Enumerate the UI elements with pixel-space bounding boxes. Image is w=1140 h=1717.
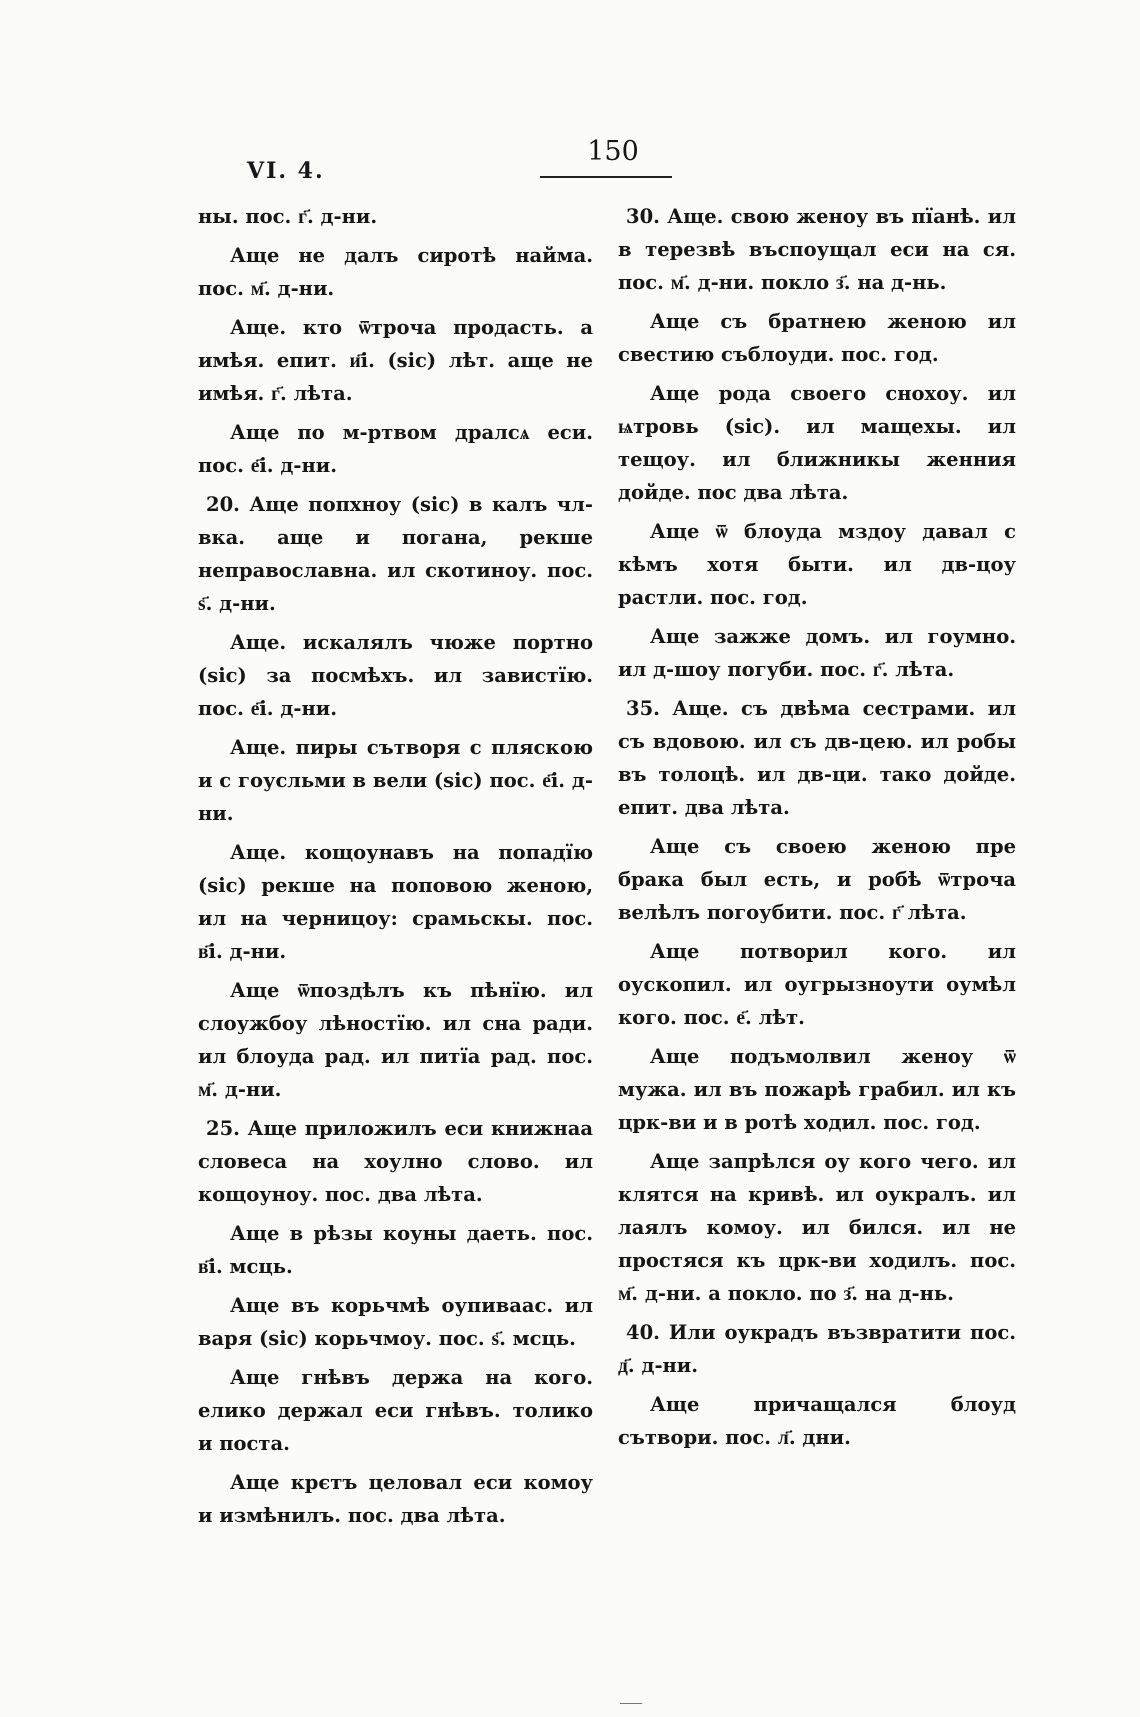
page-number: 150 — [587, 136, 639, 167]
paragraph: Аще зажже домъ. ил гоумно. ил д-шоу погуби. пос. г҃. лѣта. — [618, 625, 1016, 681]
paragraph: Аще въ корьчмѣ оупиваас. ил варя (sic) корьчмоу. пос. ѕ҃. мсць. — [198, 1294, 593, 1350]
paragraph: Аще съ братнею женою ил свестию съблоуди. пос. год. — [618, 310, 1016, 366]
paragraph: Аще причащался блоуд сътвори. пос. л҃. дни. — [618, 1393, 1016, 1449]
paragraph: Аще. пиры сътворя с плясκοю и с гоусльми в вели (sic) пос. е҃і. д-ни. — [198, 736, 593, 825]
paragraph: 40. Или оукрадъ възвратити пос. д҃. д-ни. — [618, 1321, 1016, 1377]
paragraph: ны. пос. г҃. д-ни. — [198, 205, 378, 228]
paragraph: Аще рода своего снохоу. ил ѩтровь (sic). ил мащехы. ил тещоу. ил ближникы женния дойде. пос два лѣта. — [618, 382, 1016, 504]
paragraph: Аще ѿ блоуда мздоу давал с кѣмъ хотя быти. ил дв-цоу растли. пос. год. — [618, 520, 1016, 609]
section-number: VI. 4. — [247, 158, 325, 184]
paragraph: Аще в рѣзы коуны даеть. пос. в҃і. мсць. — [198, 1222, 593, 1278]
paragraph: Аще гнѣвъ держа на кого. елико держал еси гнѣвъ. толико и поста. — [198, 1366, 593, 1455]
paragraph: 25. Аще приложилъ еси книжнаа словеса на хоулно слово. ил кощоуноу. пос. два лѣта. — [198, 1117, 593, 1206]
paragraph: Аще ѿпоздѣлъ къ пѣнїю. ил слоужбоу лѣностїю. ил сна ради. ил блоуда рад. ил питїа рад. пос. м҃. д-ни. — [198, 979, 593, 1101]
paragraph: 35. Аще. съ двѣма сестрами. ил съ вдовою. ил съ дв-цею. ил робы въ толоцѣ. ил дв-ци. тако дойде. епит. два лѣта. — [618, 697, 1016, 819]
paragraph: Аще. искалялъ чюже портно (sic) за посмѣхъ. ил завистїю. пос. е҃і. д-ни. — [198, 631, 593, 720]
footer-rule — [620, 1703, 642, 1704]
paragraph: Аще по м-ртвом дралсѧ еси. пос. е҃і. д-ни. — [198, 421, 593, 477]
page-header — [0, 0, 1140, 200]
paragraph: Аще крєтъ целовал еси комоу и измѣнилъ. пос. два лѣта. — [198, 1471, 593, 1527]
paragraph: 30. Аще. свою женоу въ пїанѣ. ил в терезвѣ въспоущал еси на ся. пос. м҃. д-ни. покло з҃. на д-нь. — [618, 205, 1016, 294]
paragraph: Аще съ своею женою пре брака был есть, и робѣ ѿтроча велѣлъ погоубити. пос. г҃ лѣта. — [618, 835, 1016, 924]
paragraph: Аще. кощоунавъ на попадїю (sic) рекше на поповою женою, ил на черницоу: срамьскы. пос. в҃і. д-ни. — [198, 841, 593, 963]
page-number-rule — [540, 176, 672, 178]
paragraph: Аще подъмолвил женоу ѿ мужа. ил въ пожарѣ грабил. ил къ црк-ви и в ротѣ ходил. пос. год. — [618, 1045, 1016, 1134]
paragraph: Аще не далъ сиротѣ найма. пос. м҃. д-ни. — [198, 244, 593, 300]
paragraph: Аще потворил кого. ил оускопил. ил оугрызноути оумѣл кого. пос. е҃. лѣт. — [618, 940, 1016, 1029]
right-column — [618, 200, 1016, 1460]
paragraph: Аще запрѣлся оу кого чего. ил клятся на кривѣ. ил оукралъ. ил лаялъ комоу. ил бился. ил не простяся къ црк-ви ходилъ. пос. м҃. д-ни. а покло. по з҃. на д-нь. — [618, 1150, 1016, 1305]
paragraph: 20. Аще попхноу (sic) в калъ чл-вка. аще и погана, рекше неправославна. ил скотиноу. пос. ѕ҃. д-ни. — [198, 493, 593, 615]
paragraph: Аще. кто ѿтроча продасть. а имѣя. епит. и҃і. (sic) лѣт. аще не имѣя. г҃. лѣта. — [198, 316, 593, 405]
left-column — [198, 200, 593, 1538]
